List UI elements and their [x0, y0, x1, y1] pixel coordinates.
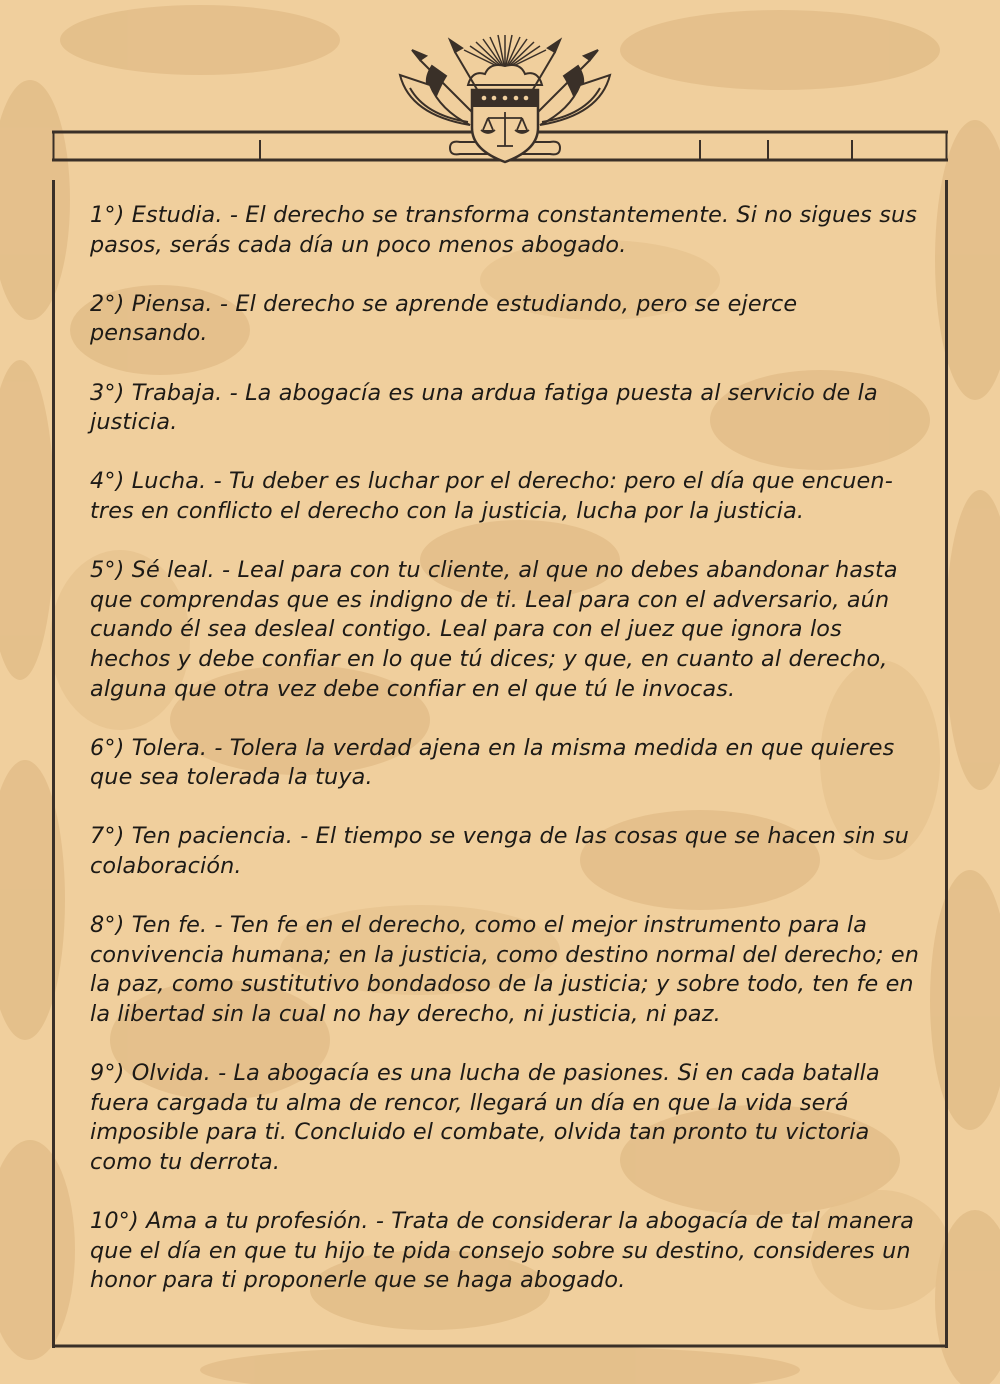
commandment-2: [90, 290, 920, 349]
commandment-7: [90, 822, 920, 881]
commandment-heading: Ama a tu profesión.: [146, 1208, 369, 1235]
commandment-heading: Ten paciencia.: [131, 823, 293, 850]
scales-of-justice-shield-icon: [380, 30, 630, 170]
commandments-list: [90, 201, 920, 1326]
commandment-heading: Tolera.: [131, 734, 208, 761]
commandment-heading: Ten fe.: [131, 912, 208, 939]
commandment-number: 1°): [90, 202, 125, 228]
commandment-text: - Leal para con tu cliente, al que no debes abandonar hasta que comprendas que es indigno de ti. Leal para con el adversario, aún cuando él sea desleal contigo. Leal para con el juez que ignora los hechos y debe confiar en lo que tú dices; y que, en cuanto al derecho, alguna que otra vez debe confiar en el que tú le invocas.: [90, 557, 898, 702]
commandment-number: 10°): [90, 1208, 139, 1235]
commandment-heading: Trabaja.: [131, 379, 223, 406]
commandment-text: - Ten fe en el derecho, como el mejor instrumento para la convivencia humana; en la justicia, como destino normal del derecho; en la paz, como sustitutivo bondadoso de la justicia; y sobre todo, ten fe en la libertad sin la cual no hay derecho, ni justicia, ni paz.: [90, 912, 920, 1028]
commandment-6: [90, 734, 920, 793]
commandment-number: 7°): [90, 823, 125, 850]
commandment-5: [90, 556, 920, 704]
commandment-10: [90, 1207, 920, 1296]
commandment-text: - La abogacía es una ardua fatiga puesta al servicio de la justicia.: [90, 379, 878, 436]
commandment-8: [90, 911, 920, 1029]
commandment-heading: Lucha.: [131, 468, 207, 495]
commandment-text: - Trata de considerar la abogacía de tal manera que el día en que tu hijo te pida consejo sobre su destino, consideres un honor para ti proponerle que se haga abogado.: [90, 1208, 915, 1294]
commandment-9: [90, 1059, 920, 1177]
commandment-3: [90, 379, 920, 438]
commandment-heading: Olvida.: [131, 1060, 211, 1087]
commandment-text: - El tiempo se venga de las cosas que se hacen sin su colaboración.: [90, 823, 909, 880]
commandment-heading: Sé leal.: [131, 557, 215, 584]
commandment-text: - El derecho se transforma constantemente. Si no sigues sus pasos, serás cada día un poco menos abogado.: [90, 202, 918, 258]
commandment-heading: Piensa.: [131, 290, 213, 317]
commandment-text: - Tolera la verdad ajena en la misma medida en que quieres que sea tolerada la tuya.: [90, 734, 895, 791]
commandment-1: [90, 201, 920, 260]
commandment-text: - El derecho se aprende estudiando, pero se ejerce pensando.: [90, 290, 798, 347]
commandment-number: 8°): [90, 912, 125, 939]
commandment-number: 4°): [90, 468, 125, 495]
commandment-text: - Tu deber es luchar por el derecho: pero el día que encuen-tres en conflicto el derecho con la justicia, lucha por la justicia.: [90, 468, 893, 524]
commandment-number: 9°): [90, 1060, 125, 1087]
commandment-heading: Estudia.: [131, 202, 223, 228]
commandment-number: 6°): [90, 734, 125, 761]
commandment-number: 5°): [90, 557, 125, 584]
commandment-text: - La abogacía es una lucha de pasiones. Si en cada batalla fuera cargada tu alma de rencor, llegará un día en que la vida será imposible para ti. Concluido el combate, olvida tan pronto tu victoria como tu derrota.: [90, 1060, 880, 1175]
commandment-number: 3°): [90, 379, 125, 406]
commandment-number: 2°): [90, 290, 125, 317]
commandment-4: [90, 467, 920, 526]
